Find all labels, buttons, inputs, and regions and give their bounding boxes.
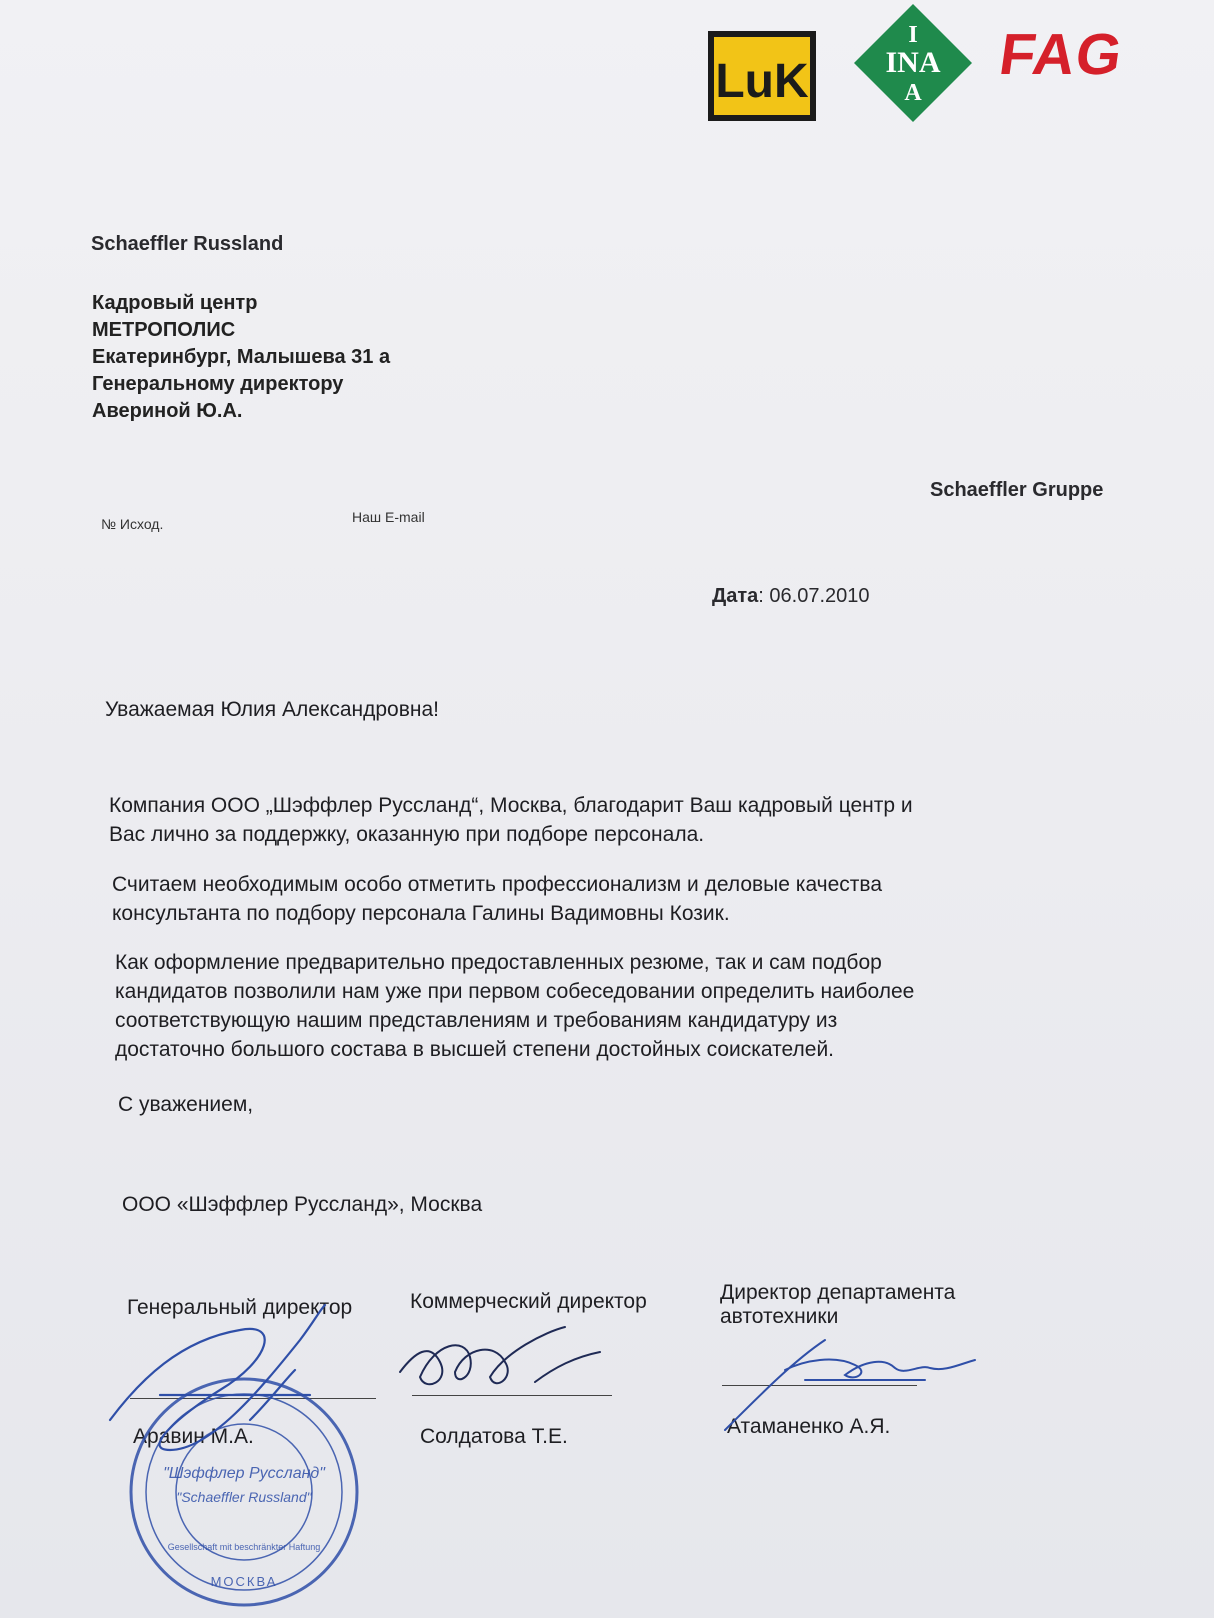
email-label: Наш E-mail: [352, 509, 425, 525]
signatory-3-name: Атаманенко А.Я.: [727, 1415, 891, 1438]
paragraph-2-line-2: консультанта по подбору персонала Галины Вадимовны Козик.: [112, 902, 730, 925]
paragraph-1: [109, 791, 913, 849]
ina-logo-text: INA: [885, 46, 941, 79]
sender-name: Schaeffler Russland: [91, 233, 284, 255]
outgoing-number-label: № Исход.: [101, 516, 164, 532]
luk-logo-text: LuK: [715, 55, 809, 108]
date-value: 06.07.2010: [769, 585, 870, 607]
paragraph-1-line-2: Вас лично за поддержку, оказанную при подборе персонала.: [109, 823, 705, 846]
signatory-3-role-line-1: Директор департамента: [720, 1281, 956, 1304]
closing: С уважением,: [118, 1093, 254, 1116]
recipient-block: [92, 290, 390, 425]
ina-logo-top-letter: I: [908, 22, 918, 48]
recipient-line-5: Авериной Ю.А.: [92, 400, 243, 422]
paragraph-3: [115, 948, 914, 1064]
seal-name-en: "Schaeffler Russland": [176, 1489, 312, 1505]
paragraph-3-line-2: кандидатов позволили нам уже при первом собеседовании определить наиболее: [115, 980, 915, 1003]
signature-2-handwriting: [395, 1322, 615, 1402]
recipient-line-3: Екатеринбург, Малышева 31 а: [92, 346, 391, 368]
ina-logo: [850, 0, 976, 126]
signatory-2-role: Коммерческий директор: [410, 1290, 647, 1313]
luk-logo: [708, 31, 816, 121]
ina-logo-bottom-letter: A: [904, 80, 922, 106]
paragraph-2-line-1: Считаем необходимым особо отметить профессионализм и деловые качества: [112, 873, 882, 896]
paragraph-3-line-1: Как оформление предварительно предоставленных резюме, так и сам подбор: [115, 951, 882, 974]
recipient-line-4: Генеральному директору: [92, 373, 344, 395]
seal-city: МОСКВА: [210, 1574, 278, 1589]
greeting: Уважаемая Юлия Александровна!: [105, 698, 439, 721]
paragraph-3-line-3: соответствующую нашим представлениям и требованиям кандидатуру из: [115, 1009, 838, 1032]
recipient-line-2: МЕТРОПОЛИС: [92, 319, 236, 341]
letter-date: Дата: 06.07.2010: [712, 585, 870, 607]
seal-legal-form: Gesellschaft mit beschränkter Haftung: [167, 1542, 321, 1552]
signature-3-handwriting: [705, 1320, 985, 1440]
date-label: Дата: [712, 585, 759, 607]
recipient-line-1: Кадровый центр: [92, 292, 258, 314]
signature-1-handwriting: [100, 1300, 360, 1470]
signatory-1-name: Аравин М.А.: [133, 1425, 254, 1448]
seal-name-ru: "Шэффлер Руссланд": [163, 1465, 325, 1482]
signatory-2-name: Солдатова Т.Е.: [420, 1425, 568, 1448]
group-name: Schaeffler Gruppe: [930, 479, 1104, 501]
signatory-1-role: Генеральный директор: [127, 1296, 353, 1319]
paragraph-3-line-4: достаточно большого состава в высшей степени достойных соискателей.: [115, 1038, 835, 1061]
paragraph-1-line-1: Компания ООО „Шэффлер Руссланд“, Москва, благодарит Ваш кадровый центр и: [109, 794, 913, 817]
fag-logo: FAG: [995, 22, 1127, 87]
company-name: ООО «Шэффлер Руссланд», Москва: [122, 1193, 483, 1216]
signatory-3-role-line-2: автотехники: [720, 1305, 839, 1328]
paragraph-2: [112, 870, 882, 928]
